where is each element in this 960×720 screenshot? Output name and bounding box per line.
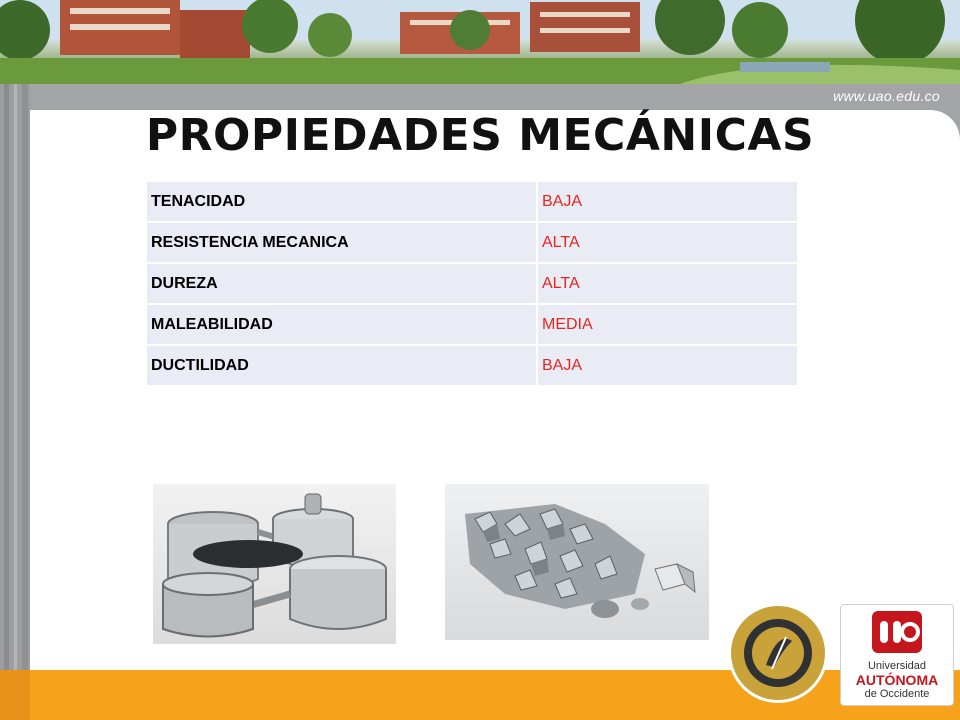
metal-crystals-photo [445,484,709,640]
property-name: RESISTENCIA MECANICA [147,222,537,263]
university-logo [840,604,954,706]
table-row [147,345,797,386]
accreditation-seal-logo [726,601,830,705]
table-row [147,182,797,222]
properties-table [147,182,797,387]
property-value: ALTA [537,263,797,304]
property-value: BAJA [537,182,797,222]
table-row [147,304,797,345]
property-name: MALEABILIDAD [147,304,537,345]
property-value: ALTA [537,222,797,263]
property-name: TENACIDAD [147,182,537,222]
property-name: DUREZA [147,263,537,304]
university-line1: Universidad [867,660,927,672]
university-line3: de Occidente [864,688,930,700]
slide-frame-left [0,84,30,720]
slide-title: PROPIEDADES MECÁNICAS [145,110,815,161]
property-value: BAJA [537,345,797,386]
table-row [147,263,797,304]
university-line2: AUTÓNOMA [855,672,939,688]
table-row [147,222,797,263]
property-value: MEDIA [537,304,797,345]
slide-frame-top [0,84,960,112]
cookware-photo [153,484,396,644]
campus-banner-photo [0,0,960,84]
property-name: DUCTILIDAD [147,345,537,386]
website-url: www.uao.edu.co [833,88,940,104]
uao-mark-icon [872,611,922,653]
